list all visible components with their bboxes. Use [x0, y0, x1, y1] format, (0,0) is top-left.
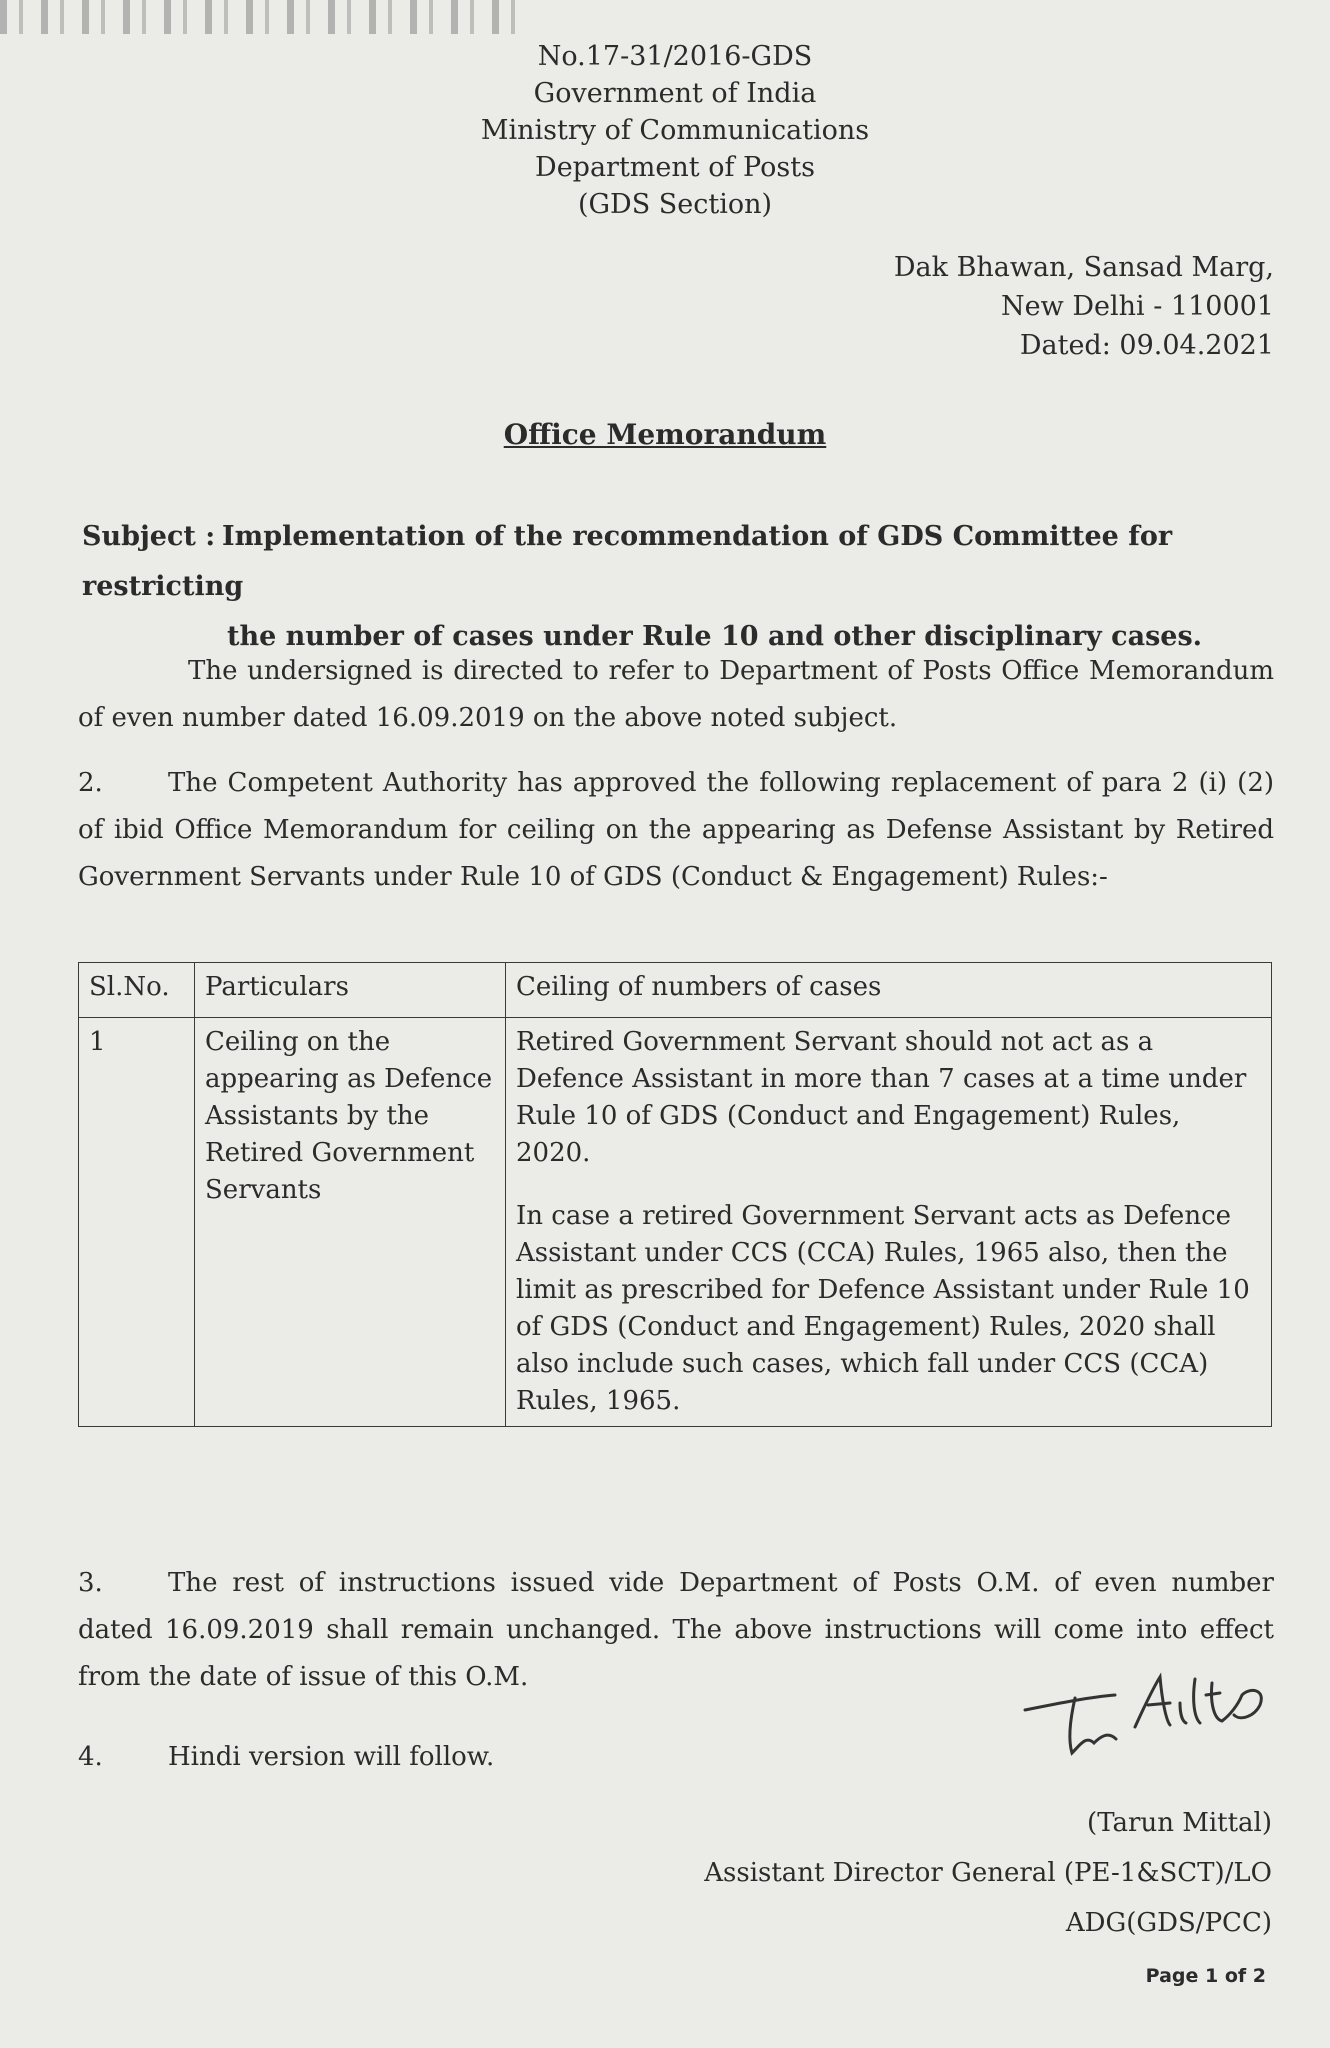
table-row — [79, 1018, 1272, 1427]
table-cell: Ceiling on the appearing as Defence Assistants by the Retired Government Servants — [195, 1018, 506, 1427]
file-number: No.17-31/2016-GDS — [537, 41, 813, 72]
table-cell — [506, 1018, 1272, 1427]
address-block — [894, 248, 1274, 365]
subject-block — [82, 512, 1282, 662]
header-line: (GDS Section) — [577, 189, 773, 220]
subject-label: Subject : — [82, 521, 216, 552]
subject-line: the number of cases under Rule 10 and other disciplinary cases. — [227, 621, 1203, 652]
paragraph-text: The rest of instructions issued vide Department of Posts O.M. of even number dated 16.09.2019 shall remain unchanged. The above instructions will come into effect from the date of issue of this O.M. — [78, 1568, 1274, 1692]
paragraph-number: 2. — [78, 768, 103, 798]
paragraph-number: 4. — [78, 1742, 103, 1772]
paragraph-1: The undersigned is directed to refer to Department of Posts Office Memorandum of even number dated 16.09.2019 on the above noted subject. — [78, 656, 1274, 733]
scan-noise — [0, 0, 520, 34]
signatory-post: ADG(GDS/PCC) — [1065, 1908, 1272, 1938]
address-line: New Delhi - 110001 — [1001, 291, 1274, 322]
date-line: Dated: 09.04.2021 — [1019, 330, 1274, 361]
ceiling-text: Retired Government Servant should not act as a Defence Assistant in more than 7 cases at a time under Rule 10 of GDS (Conduct and Engagement) Rules, 2020. — [516, 1027, 1247, 1168]
table-header: Ceiling of numbers of cases — [506, 963, 1272, 1018]
table-cell: 1 — [79, 1018, 195, 1427]
table-header: Particulars — [195, 963, 506, 1018]
subject-line: Implementation of the recommendation of GDS Committee for restricting — [82, 521, 1173, 602]
page-number: Page 1 of 2 — [1145, 1965, 1266, 1987]
ceiling-text: In case a retired Government Servant acts as Defence Assistant under CCS (CCA) Rules, 1965 also, then the limit as prescribed for Defence Assistant under Rule 10 of GDS (Conduct and Engagement) Rules, 2020 shall also include such cases, which fall under CCS (CCA) Rules, 1965. — [516, 1201, 1250, 1416]
paragraph-number: 3. — [78, 1568, 103, 1598]
paragraph-text: Hindi version will follow. — [168, 1742, 495, 1772]
header-line: Department of Posts — [535, 152, 815, 183]
signature-icon — [1020, 1665, 1280, 1765]
table-header-row — [79, 963, 1272, 1018]
letterhead — [0, 38, 1330, 223]
document-title: Office Memorandum — [503, 418, 827, 451]
paragraph-2 — [78, 760, 1274, 901]
paragraph-text: The Competent Authority has approved the following replacement of para 2 (i) (2) of ibid Office Memorandum for ceiling on the appearing as Defense Assistant by Retired Government Servants under Rule 10 of GDS (Conduct & Engagement) Rules:- — [78, 768, 1274, 892]
signatory-block — [704, 1798, 1272, 1948]
ceiling-table — [78, 962, 1272, 1427]
address-line: Dak Bhawan, Sansad Marg, — [893, 252, 1274, 283]
signatory-designation: Assistant Director General (PE-1&SCT)/LO — [704, 1858, 1272, 1888]
header-line: Ministry of Communications — [480, 115, 870, 146]
signatory-name: (Tarun Mittal) — [1087, 1808, 1272, 1838]
table-header: Sl.No. — [79, 963, 195, 1018]
header-line: Government of India — [533, 78, 817, 109]
